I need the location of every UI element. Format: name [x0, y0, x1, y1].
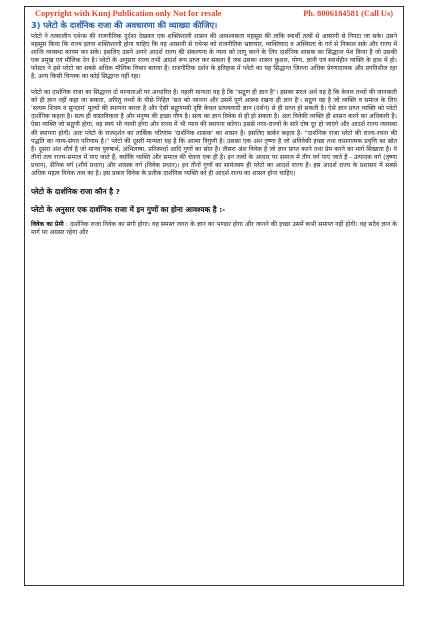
- paragraph-intro: प्लेटो ने तत्कालीन एथेन्स की राजनीतिक दुर्दशा देखकर एक शक्तिशाली शासन की आवश्यकता महसूस की ताकि स्वार्थी तत्वों से आसानी से निपटा जा सके। उसने महसूस किया कि राज्य इतना शक्तिशाली होना चाहिए कि वह आसानी से एथेन्स को राजनीतिक भ्रष्टाचार, व्यक्तिवाद व अस्थिरता के गर्त से निकाल सके और राज्य में शान्ति व्यवस्था कायम कर सके। इसलिए उसने अपने आदर्श राज्य की संकल्पना के न्याय को लागू करने के लिए दार्शनिक शासक का सिद्धान्त पेश किया है जो उसकी एक प्रमुख एवं मौलिक देन है। प्लेटो के अनुसार राज्य तभी आदर्श रूप प्राप्त कर सकता है जब उसका शासन कुशल, योग्य, ज्ञानी एवं स्वार्थहीन व्यक्ति के हाथ में हो। फोस्टर ने इसे प्लेटो का सबसे अधिक मौलिक विचार बताया है। राजनीतिक दर्शन के इतिहास में प्लेटो का यह सिद्धान्त जितना अधिक प्रेरणादायक और प्रगतिशील रहा है, अन्य किसी चिन्तक का कोई सिद्धान्त नहीं रहा।: [31, 33, 397, 81]
- paragraph-assumptions: प्लेटो का दार्शनिक राजा का सिद्धान्त दो मान्यताओं पर आधारित है। पहली मान्यता यह है कि "सद्गुण ही ज्ञान है"। इसका सरल अर्थ यह है कि केवल तथ्यों की जानकारी को ही ज्ञान नहीं कहा जा सकता, अपितु तथ्यों के पीछे निहित 'सत को जानना और उसमें पूर्ण आस्था रखना ही ज्ञान है'। सद्गुण वह है जो व्यक्ति व समाज के लिए 'सत्यम शिवम व सुन्दरम' मूल्यों की स्थापना करता है और ऐसी सद्गुणमयी दृष्टि केवल प्रत्ययवादी ज्ञान (दर्शन) से ही प्राप्त हो सकती है। ऐसे ज्ञान प्राप्त व्यक्ति को प्लेटो दार्शनिक कहता है। सत्य ही वास्तविकता है और मनुष्य की इच्छा गौण है। सत्य का ज्ञान विवेक से ही हो सकता है। अतः विवेकी व्यक्ति ही शासन करने का अधिकारी है। ऐसा व्यक्ति जो सद्गुणी होगा, वह स्वयं भी न्यायी होगा और राज्य में भी न्याय की स्थापना करेगा। इससे नगर-राज्यों के सारे दोष दूर हो जाएंगे और आदर्श राज्य व्यवस्था की स्थापना होगी। अतः प्लेटो के राजदर्शन का तार्किक परिणाम 'दार्शनिक शासक' का शासन है। इसलिए बार्कर कहता है- "दार्शनिक राजा प्लेटो की राज्य-रचना की पद्धति का न्याय-संगत परिणाम है।" प्लेटो की दूसरी मान्यता यह है कि आत्मा त्रिगुणी है। उसका एक अंश तृष्णा है जो अविवेकी इच्छा तथा वासनात्मक प्रवृत्ति का स्रोत है। दूसरा अंश शौर्य है जो मानव पुरुषार्थ, अभिलाषा, प्रतिस्पर्धा आदि गुणों का स्रोत है। तीसरा अंश विवेक है जो ज्ञान प्राप्त करने तथा प्रेम करने का मार्ग सिखाता है। ये तीनों तत्व राज्य-समाज में पाए जाते हैं, क्योंकि व्यक्ति और समाज की चेतना एक ही है। इन तत्वों के आधार पर समाज में तीन वर्ग पाए जाते हैं - उत्पादक वर्ग (तृष्णा प्रधान), सैनिक वर्ग (शौर्य प्रधान) और शासक वर्ग (विवेक प्रधान)। इन तीनों गुणों का सामंजस्य ही प्लेटो का आदर्श राज्य है। इस आदर्श राज्य के प्रशासन में सबसे अधिक महत्व विवेक तत्व का है। इस प्रकार विवेक के प्रतीक दार्शनिक व्यक्ति को ही आदर्श राज्य का शासन होना चाहिए।: [31, 89, 398, 177]
- banner-copyright-text: Copyright with Kunj Publication only Not for resale: [35, 9, 222, 18]
- document-page: [24, 6, 404, 586]
- section-heading-who: प्लेटो के दार्शनिक राजा कौन है ?: [31, 186, 120, 196]
- banner-phone-text: Ph. 8006184581 (Call Us): [303, 9, 393, 18]
- quality-label: विवेक का प्रेमी: [31, 220, 64, 228]
- question-title: 3) प्लेटो के दार्शनिक राजा की अवधारणा की व्याख्या कीजिए।: [31, 20, 218, 30]
- section-heading-qualities: प्लेटो के अनुसार एक दार्शनिक राजा में इन गुणों का होना आवश्यक है :-: [31, 204, 226, 214]
- copyright-banner: [31, 9, 397, 19]
- paragraph-love-of-wisdom: [31, 221, 397, 237]
- quality-text: : दार्शनिक राजा विवेक का संगी होगा। वह समस्त जगत के ज्ञान का भण्डार होगा और जानने की इच्छा उसमें कभी समाप्त नहीं होगी। वह सदैव ज्ञान के मार्ग पर अग्रसर रहेगा और: [31, 220, 397, 236]
